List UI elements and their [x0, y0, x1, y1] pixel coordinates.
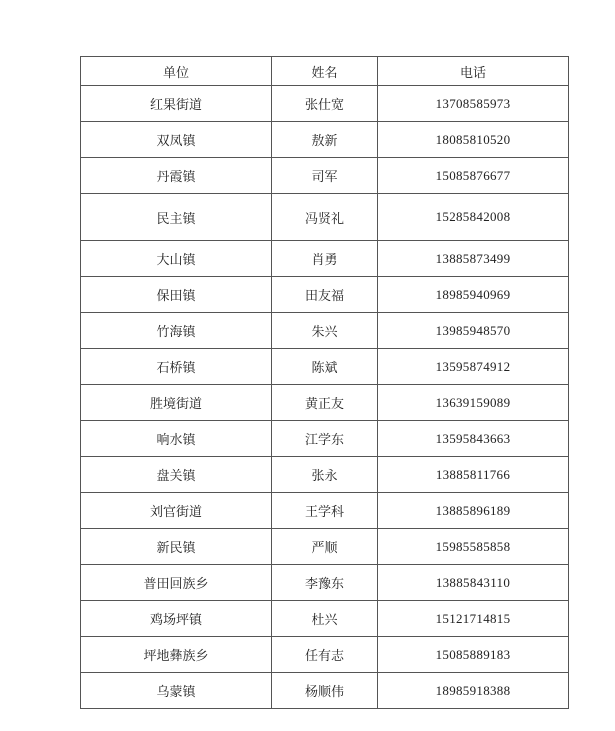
table-row — [81, 313, 569, 349]
unit-cell: 新民镇 — [81, 529, 272, 565]
name-cell: 李豫东 — [272, 565, 378, 601]
name-cell: 王学科 — [272, 493, 378, 529]
table-row — [81, 601, 569, 637]
table-row — [81, 457, 569, 493]
phone-cell: 18985940969 — [378, 277, 569, 313]
name-cell: 田友福 — [272, 277, 378, 313]
name-cell: 黄正友 — [272, 385, 378, 421]
name-cell: 江学东 — [272, 421, 378, 457]
name-cell: 杜兴 — [272, 601, 378, 637]
phone-cell: 15285842008 — [378, 194, 569, 241]
unit-cell: 乌蒙镇 — [81, 673, 272, 709]
phone-cell: 13885873499 — [378, 241, 569, 277]
phone-cell: 13885843110 — [378, 565, 569, 601]
phone-cell: 18085810520 — [378, 122, 569, 158]
unit-cell: 竹海镇 — [81, 313, 272, 349]
name-cell: 敖新 — [272, 122, 378, 158]
name-cell: 任有志 — [272, 637, 378, 673]
unit-cell: 盘关镇 — [81, 457, 272, 493]
header-phone: 电话 — [378, 57, 569, 86]
name-cell: 严顺 — [272, 529, 378, 565]
table-row — [81, 86, 569, 122]
phone-cell: 13985948570 — [378, 313, 569, 349]
phone-cell: 13885896189 — [378, 493, 569, 529]
table-row — [81, 158, 569, 194]
table-row — [81, 194, 569, 241]
table-row — [81, 529, 569, 565]
header-row — [81, 57, 569, 86]
table-row — [81, 385, 569, 421]
table-row — [81, 673, 569, 709]
phone-cell: 18985918388 — [378, 673, 569, 709]
contact-table — [80, 56, 569, 709]
table-row — [81, 277, 569, 313]
name-cell: 冯贤礼 — [272, 194, 378, 241]
unit-cell: 保田镇 — [81, 277, 272, 313]
phone-cell: 13885811766 — [378, 457, 569, 493]
unit-cell: 石桥镇 — [81, 349, 272, 385]
name-cell: 张永 — [272, 457, 378, 493]
unit-cell: 大山镇 — [81, 241, 272, 277]
table-row — [81, 637, 569, 673]
phone-cell: 13708585973 — [378, 86, 569, 122]
name-cell: 肖勇 — [272, 241, 378, 277]
name-cell: 杨顺伟 — [272, 673, 378, 709]
phone-cell: 13595874912 — [378, 349, 569, 385]
unit-cell: 响水镇 — [81, 421, 272, 457]
unit-cell: 坪地彝族乡 — [81, 637, 272, 673]
table-row — [81, 421, 569, 457]
table-row — [81, 122, 569, 158]
table-row — [81, 493, 569, 529]
table-body — [81, 86, 569, 709]
header-unit: 单位 — [81, 57, 272, 86]
phone-cell: 13595843663 — [378, 421, 569, 457]
name-cell: 陈斌 — [272, 349, 378, 385]
unit-cell: 胜境街道 — [81, 385, 272, 421]
name-cell: 张仕宽 — [272, 86, 378, 122]
phone-cell: 15985585858 — [378, 529, 569, 565]
table-row — [81, 241, 569, 277]
unit-cell: 普田回族乡 — [81, 565, 272, 601]
unit-cell: 民主镇 — [81, 194, 272, 241]
table-row — [81, 565, 569, 601]
unit-cell: 刘官街道 — [81, 493, 272, 529]
header-name: 姓名 — [272, 57, 378, 86]
unit-cell: 鸡场坪镇 — [81, 601, 272, 637]
phone-cell: 15121714815 — [378, 601, 569, 637]
name-cell: 朱兴 — [272, 313, 378, 349]
phone-cell: 15085876677 — [378, 158, 569, 194]
phone-cell: 15085889183 — [378, 637, 569, 673]
unit-cell: 双凤镇 — [81, 122, 272, 158]
table-row — [81, 349, 569, 385]
phone-cell: 13639159089 — [378, 385, 569, 421]
unit-cell: 红果街道 — [81, 86, 272, 122]
unit-cell: 丹霞镇 — [81, 158, 272, 194]
name-cell: 司军 — [272, 158, 378, 194]
